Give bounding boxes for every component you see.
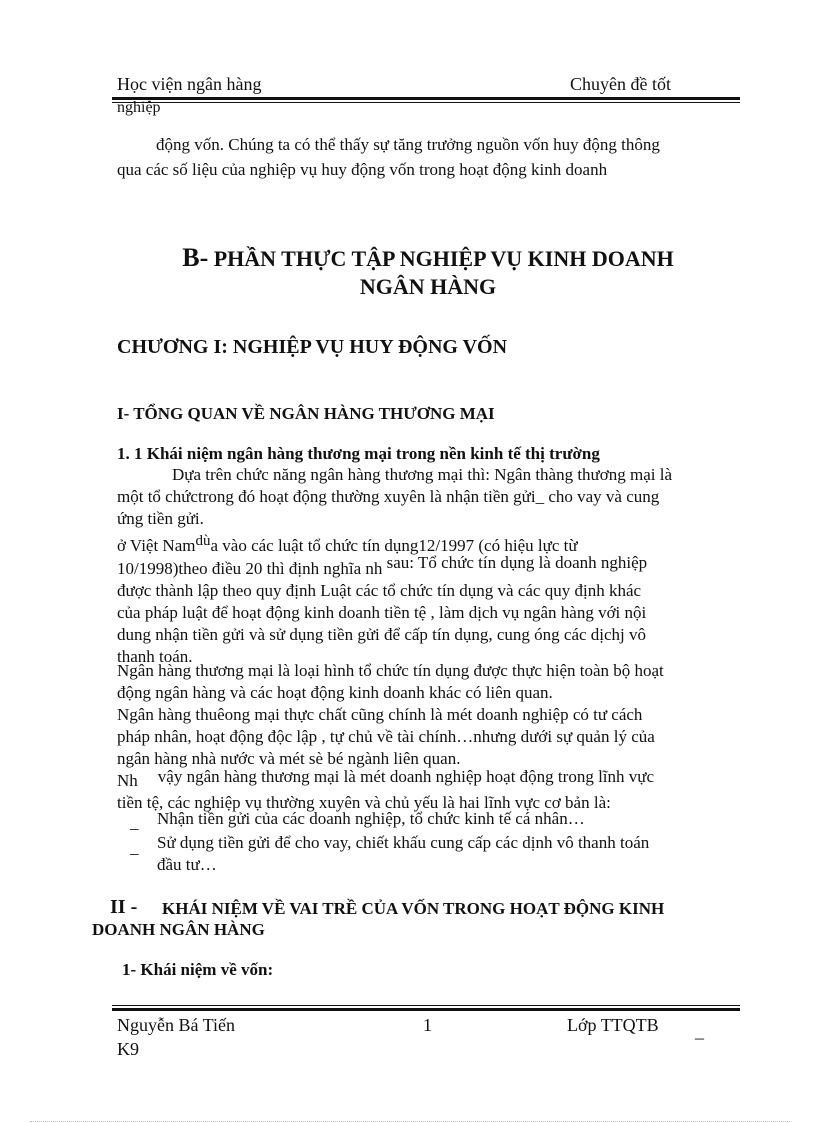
intro-line: qua các số liệu của nghiệp vụ huy động vốn trong hoạt động kinh doanh <box>117 160 608 179</box>
page-bottom-border <box>30 1121 790 1122</box>
footer-page-number: 1 <box>423 1015 432 1035</box>
footer-dash: _ <box>695 1021 704 1041</box>
paragraph-line <box>117 553 739 580</box>
paragraph-line: của pháp luật để hoạt động kinh doanh tiền tệ , làm dịch vụ ngân hàng với nội <box>117 603 647 622</box>
subsection-heading: 1- Khái niệm về vốn: <box>122 960 274 979</box>
paragraph <box>117 464 739 530</box>
intro-line: động vốn. Chúng ta có thể thấy sự tăng trưởng nguồn vốn huy động thông <box>156 135 660 154</box>
bullet-text: đầu tư… <box>157 855 217 874</box>
paragraph-line <box>117 767 739 792</box>
text-fragment: ở Việt Nam <box>117 536 196 555</box>
chapter-title: CHƯƠNG I: NGHIỆP VỤ HUY ĐỘNG VỐN <box>117 336 508 358</box>
part-title-line: NGÂN HÀNG <box>359 274 497 299</box>
subsection-heading: 1. 1 Khái niệm ngân hàng thương mại trong nền kinh tế thị trường <box>117 444 600 463</box>
text-fragment: a vào các luật tổ chức tín dụng12/1997 (có hiệu lực từ <box>210 536 578 555</box>
part-prefix: B- <box>182 243 209 272</box>
paragraph-line: dung nhận tiền gửi và sử dụng tiền gửi để cấp tín dụng, cung óng các dịchj vô <box>117 625 647 644</box>
footer-wrap: K9 <box>117 1039 139 1059</box>
text-fragment: Nh <box>117 771 138 790</box>
section-heading: KHÁI NIỆM VỀ VAI TRỀ CỦA VỐN TRONG HOẠT ĐỘNG KINH <box>162 899 665 918</box>
footer-rule-thick <box>112 1008 740 1011</box>
paragraph-line: Ngân hàng thương mại là loại hình tổ chức tín dụng được thực hiện toàn bộ hoạt <box>117 661 664 680</box>
header-doc-type: Chuyên đề tốt <box>570 74 671 94</box>
paragraph-line: pháp nhân, hoạt động độc lập , tự chủ về tài chính…nhưng dưới sự quản lý của <box>117 727 655 746</box>
paragraph-line: động ngân hàng và các hoạt động kinh doanh khác có liên quan. <box>117 683 553 702</box>
bullet-text: Nhận tiền gửi của các doanh nghiệp, tổ chức kinh tế cá nhân… <box>157 809 585 828</box>
section-heading-cont: DOANH NGÂN HÀNG <box>92 920 265 939</box>
text-fragment: dù <box>195 533 211 549</box>
bullet-text: Sử dụng tiền gửi để cho vay, chiết khấu cung cấp các dịnh vô thanh toán <box>157 833 650 852</box>
footer-rule-thin <box>112 1005 740 1006</box>
footer-author: Nguyễn Bá Tiến <box>117 1015 236 1035</box>
paragraph-line: tiền tệ, các nghiệp vụ thường xuyên và chủ yếu là hai lĩnh vực cơ bản là: <box>117 793 611 812</box>
paragraph <box>117 660 739 704</box>
paragraph-line: một tổ chứctrong đó hoạt động thường xuyên là nhận tiền gửi_ cho vay và cung <box>117 487 660 506</box>
bullet-mark: _ <box>130 813 139 832</box>
header-rule-thin <box>112 102 740 103</box>
section-number: II - <box>110 896 138 918</box>
text-fragment: sau: Tổ chức tín dụng là doanh nghiệp <box>386 553 648 572</box>
section-heading: I- TỔNG QUAN VỀ NGÂN HÀNG THƯƠNG MẠI <box>117 404 495 423</box>
paragraph-line: Dựa trên chức năng ngân hàng thương mại thì: Ngân thàng thương mại là <box>172 465 673 484</box>
bullet-item <box>157 808 739 830</box>
header-rule-thick <box>112 97 740 100</box>
paragraph-line: thanh toán. <box>117 647 193 666</box>
paragraph <box>117 704 739 770</box>
part-title-line: PHẦN THỰC TẬP NGHIỆP VỤ KINH DOANH <box>213 246 674 271</box>
text-fragment: 10/1998)theo điều 20 thì định nghĩa nh <box>117 559 383 578</box>
intro-paragraph <box>117 134 739 181</box>
paragraph-line: ngân hàng nhà nước và mét sè bé ngành liên quan. <box>117 749 461 768</box>
bullet-item <box>157 832 739 876</box>
bullet-mark: _ <box>130 838 139 857</box>
text-fragment: vậy ngân hàng thương mại là mét doanh nghiệp hoạt động trong lĩnh vực <box>157 767 655 786</box>
paragraph <box>117 535 739 668</box>
paragraph-line: Ngân hàng thuêong mại thực chất cũng chính là mét doanh nghiệp có tư cách <box>117 705 643 724</box>
paragraph-line: được thành lập theo quy định Luật các tổ chức tín dụng và các quy định khác <box>117 581 642 600</box>
header-school: Học viện ngân hàng <box>117 74 262 94</box>
part-title <box>117 244 739 301</box>
footer-class: Lớp TTQTB <box>567 1015 659 1035</box>
paragraph-line: ứng tiền gửi. <box>117 509 204 528</box>
header-wrap: nghiệp <box>117 99 161 116</box>
